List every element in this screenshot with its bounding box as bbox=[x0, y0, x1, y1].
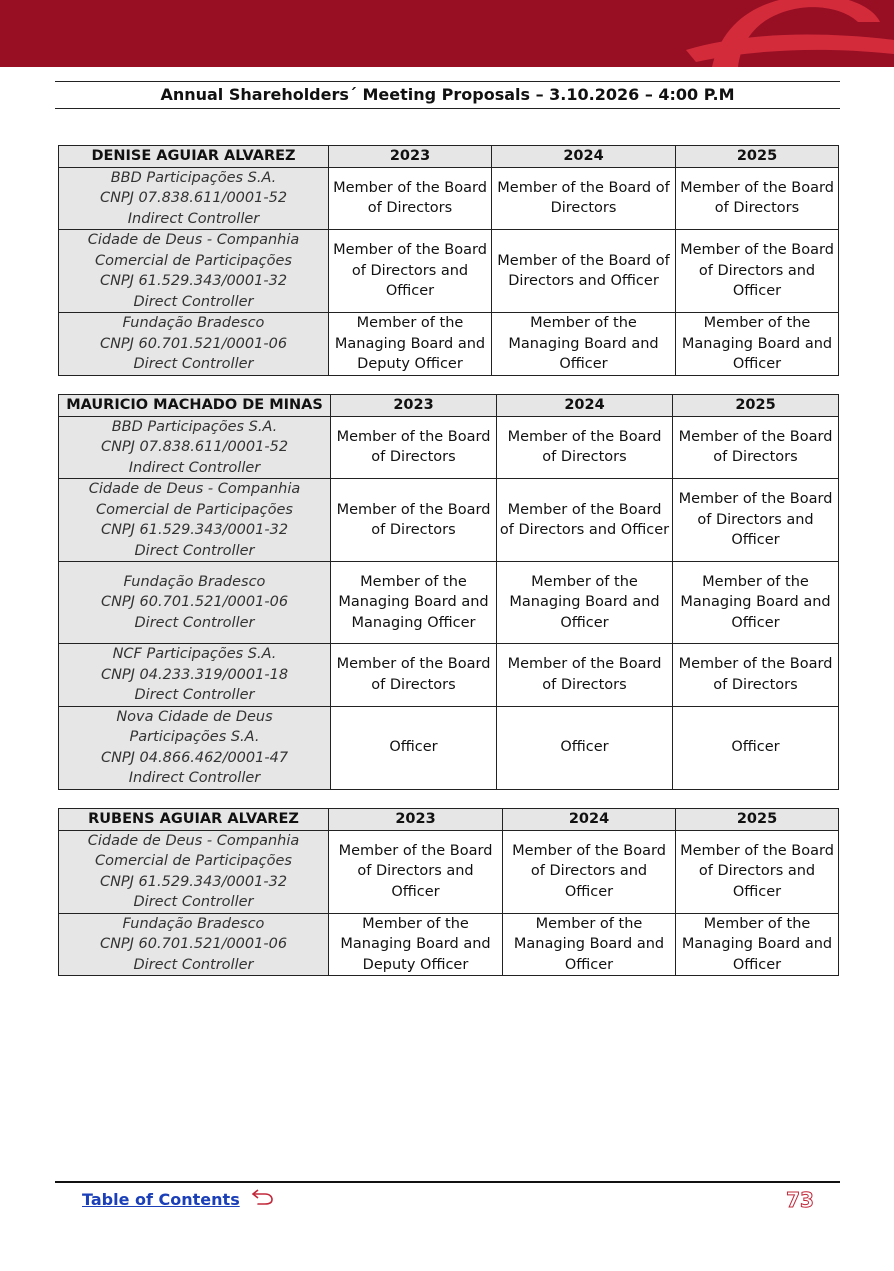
role-cell: Member of the Managing Board and Managing Officer bbox=[331, 562, 497, 644]
return-arrow-icon[interactable] bbox=[251, 1187, 275, 1207]
role-cell: Member of the Managing Board and Officer bbox=[503, 913, 676, 976]
company-name: Participações S.A. bbox=[129, 729, 260, 745]
shareholder-table-rubens bbox=[58, 808, 839, 976]
company-cnpj: CNPJ 61.529.343/0001-32 bbox=[100, 522, 289, 538]
page-title: Annual Shareholders´ Meeting Proposals – 3.10.2026 – 4:00 P.M bbox=[55, 81, 840, 109]
company-cell bbox=[59, 562, 331, 644]
role-cell: Member of the Board of Directors bbox=[497, 416, 673, 479]
company-cell bbox=[59, 479, 331, 562]
company-cnpj: CNPJ 07.838.611/0001-52 bbox=[100, 439, 289, 455]
page-number: 73 bbox=[786, 1188, 814, 1212]
role-cell: Officer bbox=[331, 706, 497, 789]
table-year-header: 2025 bbox=[676, 146, 839, 168]
company-relation: Indirect Controller bbox=[127, 210, 260, 227]
company-cnpj: CNPJ 07.838.611/0001-52 bbox=[99, 190, 288, 206]
role-cell: Member of the Board of Directors and Officer bbox=[492, 230, 676, 313]
footer-divider bbox=[55, 1181, 840, 1183]
company-name: Cidade de Deus - Companhia bbox=[87, 832, 300, 849]
company-relation: Direct Controller bbox=[134, 542, 255, 559]
role-cell: Member of the Board of Directors and Officer bbox=[676, 230, 839, 313]
company-relation: Direct Controller bbox=[134, 687, 255, 703]
role-cell: Member of the Board of Directors and Officer bbox=[497, 479, 673, 562]
company-relation: Direct Controller bbox=[133, 956, 254, 973]
company-name: Cidade de Deus - Companhia bbox=[88, 481, 301, 497]
company-name: BBD Participações S.A. bbox=[110, 169, 277, 186]
company-relation: Direct Controller bbox=[133, 293, 254, 310]
company-name: Comercial de Participações bbox=[95, 252, 292, 269]
role-cell: Member of the Managing Board and Officer bbox=[673, 562, 839, 644]
company-cnpj: CNPJ 04.866.462/0001-47 bbox=[100, 749, 289, 766]
company-name: Fundação Bradesco bbox=[122, 315, 265, 331]
role-cell: Member of the Board of Directors and Officer bbox=[329, 830, 503, 913]
table-year-header: 2024 bbox=[497, 395, 673, 417]
company-cell bbox=[59, 644, 331, 707]
role-cell: Officer bbox=[673, 706, 839, 789]
company-relation: Indirect Controller bbox=[128, 459, 261, 476]
company-name: Fundação Bradesco bbox=[122, 915, 265, 932]
table-row bbox=[59, 416, 839, 479]
table-year-header: 2024 bbox=[503, 809, 676, 831]
shareholder-table-mauricio bbox=[58, 394, 839, 790]
company-cell bbox=[59, 830, 329, 913]
role-cell: Officer bbox=[497, 706, 673, 789]
table-year-header: 2023 bbox=[329, 809, 503, 831]
table-row bbox=[59, 830, 839, 913]
table-person-name: RUBENS AGUIAR ALVAREZ bbox=[59, 809, 329, 831]
role-cell: Member of the Board of Directors bbox=[331, 479, 497, 562]
role-cell: Member of the Board of Directors and Officer bbox=[673, 479, 839, 562]
company-cell bbox=[59, 416, 331, 479]
table-row bbox=[59, 167, 839, 230]
company-name: Cidade de Deus - Companhia bbox=[87, 232, 300, 248]
company-cell bbox=[59, 706, 331, 789]
company-cnpj: CNPJ 60.701.521/0001-06 bbox=[99, 936, 288, 952]
company-cell bbox=[59, 230, 329, 313]
table-row bbox=[59, 479, 839, 562]
role-cell: Member of the Board of Directors bbox=[331, 416, 497, 479]
role-cell: Member of the Managing Board and Deputy Officer bbox=[329, 313, 492, 376]
shareholder-table-denise bbox=[58, 145, 839, 376]
role-cell: Member of the Board of Directors bbox=[673, 416, 839, 479]
company-cnpj: CNPJ 60.701.521/0001-06 bbox=[100, 594, 289, 611]
company-cnpj: CNPJ 04.233.319/0001-18 bbox=[100, 666, 289, 683]
company-name: Nova Cidade de Deus bbox=[116, 708, 273, 725]
role-cell: Member of the Managing Board and Officer bbox=[492, 313, 676, 376]
table-row bbox=[59, 313, 839, 376]
company-cnpj: CNPJ 61.529.343/0001-32 bbox=[99, 873, 288, 890]
table-year-header: 2024 bbox=[492, 146, 676, 168]
table-year-header: 2025 bbox=[676, 809, 839, 831]
role-cell: Member of the Board of Directors bbox=[497, 644, 673, 707]
role-cell: Member of the Board of Directors bbox=[329, 167, 492, 230]
company-relation: Direct Controller bbox=[133, 894, 254, 910]
company-cell bbox=[59, 313, 329, 376]
role-cell: Member of the Board of Directors bbox=[492, 167, 676, 230]
table-of-contents-link[interactable]: Table of Contents bbox=[82, 1190, 240, 1209]
table-row bbox=[59, 913, 839, 976]
table-row bbox=[59, 230, 839, 313]
role-cell: Member of the Board of Directors and Officer bbox=[329, 230, 492, 313]
company-relation: Direct Controller bbox=[133, 356, 254, 372]
company-cnpj: CNPJ 60.701.521/0001-06 bbox=[99, 335, 288, 352]
role-cell: Member of the Board of Directors bbox=[331, 644, 497, 707]
header-banner bbox=[0, 0, 894, 67]
company-name: Comercial de Participações bbox=[95, 853, 292, 869]
brand-logo-icon bbox=[0, 0, 894, 67]
role-cell: Member of the Board of Directors and Officer bbox=[503, 830, 676, 913]
table-row bbox=[59, 562, 839, 644]
company-relation: Indirect Controller bbox=[128, 770, 261, 786]
table-year-header: 2025 bbox=[673, 395, 839, 417]
company-relation: Direct Controller bbox=[134, 614, 255, 631]
role-cell: Member of the Board of Directors and Officer bbox=[676, 830, 839, 913]
role-cell: Member of the Board of Directors bbox=[676, 167, 839, 230]
role-cell: Member of the Managing Board and Officer bbox=[497, 562, 673, 644]
table-person-name: DENISE AGUIAR ALVAREZ bbox=[59, 146, 329, 168]
company-name: NCF Participações S.A. bbox=[112, 646, 277, 662]
table-row bbox=[59, 706, 839, 789]
company-cell bbox=[59, 913, 329, 976]
role-cell: Member of the Managing Board and Officer bbox=[676, 913, 839, 976]
table-year-header: 2023 bbox=[329, 146, 492, 168]
role-cell: Member of the Board of Directors bbox=[673, 644, 839, 707]
role-cell: Member of the Managing Board and Officer bbox=[676, 313, 839, 376]
role-cell: Member of the Managing Board and Deputy Officer bbox=[329, 913, 503, 976]
company-name: Fundação Bradesco bbox=[123, 573, 266, 590]
table-person-name: MAURICIO MACHADO DE MINAS bbox=[59, 395, 331, 417]
company-name: BBD Participações S.A. bbox=[111, 418, 278, 435]
company-name: Comercial de Participações bbox=[96, 501, 293, 518]
company-cell bbox=[59, 167, 329, 230]
table-year-header: 2023 bbox=[331, 395, 497, 417]
table-row bbox=[59, 644, 839, 707]
company-cnpj: CNPJ 61.529.343/0001-32 bbox=[99, 273, 288, 289]
